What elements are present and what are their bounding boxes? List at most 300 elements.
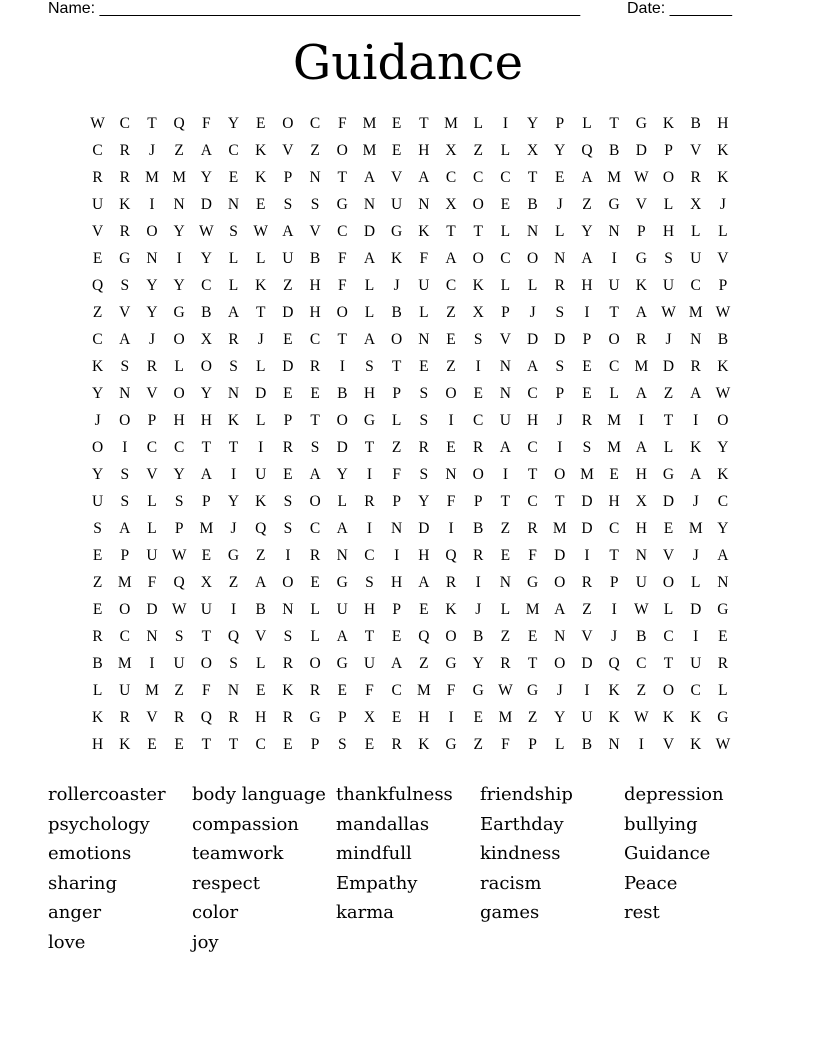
grid-letter: N [499,574,511,591]
grid-letter: C [309,520,321,537]
grid-letter: Y [146,277,158,294]
word-list-item: sharing [48,872,118,894]
grid-letter: Q [173,115,185,132]
grid-letter: H [363,601,376,618]
grid-letter: P [664,142,673,159]
grid-letter: G [391,223,403,240]
grid-letter: G [662,466,675,483]
grid-row [84,627,737,654]
grid-letter: H [608,493,620,510]
grid-row [84,438,737,465]
grid-row [84,735,737,762]
grid-letter: P [120,547,130,564]
grid-letter: E [555,169,565,186]
grid-letter: E [92,250,103,267]
grid-letter: K [608,709,620,726]
grid-letter: E [337,682,348,699]
grid-letter: W [634,169,649,186]
grid-letter: D [418,520,430,537]
grid-letter: S [93,520,102,537]
grid-letter: I [230,466,237,483]
grid-letter: R [527,520,538,537]
grid-letter: W [171,601,187,618]
grid-letter: F [202,115,211,132]
grid-letter: L [391,412,402,429]
grid-letter: E [609,466,619,483]
grid-letter: X [635,493,647,510]
word-list-item: rollercoaster [48,784,166,805]
grid-letter: U [608,277,620,294]
grid-letter: I [394,547,400,564]
grid-letter: O [554,655,566,672]
grid-letter: U [662,277,675,294]
grid-letter: O [282,115,294,132]
grid-letter: D [282,304,294,321]
grid-letter: V [690,142,702,159]
grid-letter: L [663,196,674,213]
word-list-item: mandallas [336,813,430,835]
grid-letter: C [364,547,375,564]
grid-letter: H [363,385,376,402]
grid-letter: G [445,736,457,753]
header [48,0,748,20]
grid-letter: I [258,439,264,456]
grid-letter: P [283,169,293,186]
grid-letter: H [255,709,267,726]
grid-letter: H [635,466,647,483]
grid-letter: Z [255,547,266,564]
grid-letter: I [611,250,617,267]
grid-letter: W [715,385,731,402]
grid-letter: O [336,412,348,429]
grid-letter: Z [310,142,320,159]
grid-letter: T [337,169,348,186]
grid-letter: Y [554,142,566,159]
grid-row [84,708,737,735]
grid-letter: T [147,115,157,132]
grid-letter: B [309,250,321,267]
grid-letter: H [662,223,675,240]
grid-letter: E [419,358,429,375]
grid-letter: Y [91,466,104,483]
grid-letter: O [119,412,131,429]
grid-letter: S [310,439,320,456]
grid-letter: H [391,574,403,591]
grid-letter: I [339,358,345,375]
word-list-item: depression [624,784,724,805]
grid-letter: P [582,331,592,348]
grid-letter: N [227,385,240,402]
grid-letter: O [554,466,566,483]
grid-letter: N [119,385,131,402]
grid-letter: R [364,493,375,510]
grid-letter: Y [717,520,729,537]
grid-letter: E [718,628,728,645]
grid-letter: M [172,169,187,186]
grid-letter: E [174,736,184,753]
grid-letter: J [556,412,563,429]
grid-letter: C [527,439,538,456]
grid-letter: D [662,358,675,375]
grid-letter: E [283,331,293,348]
grid-letter: O [662,682,675,699]
grid-letter: R [309,547,321,564]
grid-letter: A [635,304,647,321]
grid-letter: G [526,574,539,591]
grid-row [84,384,737,411]
grid-letter: L [582,115,592,132]
grid-letter: T [555,493,565,510]
grid-letter: T [500,493,511,510]
grid-letter: K [472,277,484,294]
grid-row [84,168,737,195]
grid-letter: Y [91,385,104,402]
grid-letter: X [472,304,484,321]
grid-letter: A [255,574,267,591]
grid-letter: K [662,115,675,132]
grid-letter: L [527,277,538,294]
grid-letter: G [635,250,647,267]
grid-letter: S [283,520,293,537]
grid-letter: R [581,574,593,591]
grid-letter: I [448,520,454,537]
grid-letter: N [336,547,348,564]
grid-letter: C [690,277,701,294]
grid-row [84,357,737,384]
grid-letter: U [418,277,430,294]
grid-letter: E [255,682,266,699]
grid-letter: R [146,358,158,375]
grid-letter: O [472,196,484,213]
grid-letter: F [365,682,374,699]
grid-letter: A [581,169,593,186]
word-list-item: bullying [624,813,698,835]
grid-letter: S [337,736,347,753]
grid-letter: M [416,682,431,699]
word-list [48,780,808,958]
grid-letter: E [228,169,239,186]
grid-letter: S [120,277,130,294]
grid-letter: A [526,358,539,375]
grid-letter: E [147,736,157,753]
grid-letter: Z [473,142,483,159]
grid-letter: S [365,358,374,375]
grid-letter: E [255,196,266,213]
grid-letter: H [309,304,321,321]
grid-letter: E [92,547,103,564]
grid-letter: T [201,736,212,753]
grid-letter: X [200,331,212,348]
word-list-item: compassion [192,813,299,835]
grid-letter: O [309,493,321,510]
name-field-line: Name: ______________________________________________________ [48,0,581,17]
grid-letter: X [526,142,539,159]
grid-letter: S [310,196,320,213]
word-list-item: mindfull [336,843,412,865]
grid-letter: R [282,655,294,672]
grid-letter: D [526,331,539,348]
grid-letter: C [391,682,402,699]
grid-letter: Q [445,547,457,564]
grid-letter: S [555,304,565,321]
grid-letter: G [445,655,457,672]
grid-letter: I [176,250,182,267]
grid-letter: R [228,331,239,348]
grid-letter: E [283,385,293,402]
grid-letter: J [393,277,400,294]
grid-letter: O [554,574,566,591]
grid-letter: D [146,601,158,618]
grid-letter: F [202,682,211,699]
grid-letter: X [363,709,376,726]
grid-letter: A [418,169,430,186]
grid-letter: O [119,601,131,618]
grid-letter: T [527,169,538,186]
grid-row [84,141,737,168]
grid-letter: L [500,277,511,294]
grid-letter: C [500,169,511,186]
grid-letter: L [500,142,511,159]
grid-letter: P [555,115,565,132]
grid-letter: O [608,331,620,348]
grid-letter: T [201,439,212,456]
grid-letter: Y [146,304,158,321]
grid-letter: D [255,385,267,402]
grid-letter: U [282,250,294,267]
grid-letter: Z [174,682,184,699]
grid-letter: Y [200,385,212,402]
grid-letter: T [663,412,674,429]
grid-letter: D [581,493,593,510]
grid-letter: E [419,601,429,618]
grid-letter: A [336,628,348,645]
grid-letter: O [309,655,321,672]
grid-letter: N [499,385,511,402]
grid-letter: Y [173,223,185,240]
grid-letter: S [120,466,130,483]
grid-letter: N [635,547,647,564]
grid-letter: A [499,439,511,456]
grid-letter: S [120,493,130,510]
grid-letter: D [690,601,702,618]
grid-letter: L [337,493,348,510]
grid-letter: O [472,466,484,483]
grid-letter: I [693,412,699,429]
grid-letter: N [445,466,457,483]
grid-letter: B [717,331,729,348]
grid-letter: K [717,358,729,375]
grid-letter: X [690,196,702,213]
grid-letter: R [228,709,239,726]
word-list-item: anger [48,902,102,924]
grid-letter: K [690,736,702,753]
grid-letter: O [91,439,104,456]
grid-letter: V [499,331,511,348]
grid-letter: K [690,439,702,456]
grid-letter: I [693,628,699,645]
grid-letter: O [173,385,185,402]
grid-letter: B [608,142,620,159]
grid-letter: Z [636,682,647,699]
grid-letter: F [337,250,347,267]
grid-letter: T [337,331,348,348]
grid-letter: S [473,331,483,348]
grid-letter: Z [527,709,538,726]
grid-letter: W [253,223,269,240]
grid-letter: K [255,277,267,294]
grid-letter: U [200,601,212,618]
grid-letter: H [173,412,185,429]
grid-letter: O [173,331,185,348]
grid-letter: M [607,412,622,429]
grid-letter: K [91,358,104,375]
grid-letter: U [173,655,185,672]
grid-letter: C [445,277,457,294]
grid-letter: M [498,709,513,726]
grid-letter: O [200,655,212,672]
page-title: Guidance [292,35,524,91]
grid-letter: L [228,250,239,267]
grid-letter: Z [92,304,103,321]
word-list-item: Empathy [336,872,418,894]
grid-letter: Q [227,628,240,645]
grid-letter: K [391,250,403,267]
grid-letter: R [282,709,294,726]
grid-letter: L [255,412,266,429]
grid-letter: C [527,493,538,510]
grid-letter: N [690,331,702,348]
grid-letter: M [688,520,703,537]
grid-letter: I [584,547,590,564]
grid-letter: E [391,628,402,645]
grid-row [84,411,737,438]
grid-letter: Z [283,277,293,294]
date-field-line: Date: _______ [627,0,732,17]
grid-letter: I [502,115,508,132]
grid-letter: R [690,169,701,186]
grid-row [84,222,737,249]
word-list-item: color [192,902,239,924]
grid-letter: H [635,520,647,537]
grid-letter: C [608,358,620,375]
grid-letter: C [309,331,321,348]
grid-letter: R [581,412,593,429]
word-list-item: psychology [48,813,150,835]
grid-letter: T [609,304,619,321]
grid-letter: N [146,250,158,267]
grid-letter: R [282,439,294,456]
grid-letter: Y [472,655,484,672]
grid-letter: A [635,439,647,456]
word-search-grid [84,114,737,762]
grid-letter: R [173,709,185,726]
grid-letter: C [690,682,701,699]
grid-letter: G [472,682,484,699]
grid-letter: G [336,655,348,672]
grid-letter: A [227,304,240,321]
grid-letter: C [473,412,484,429]
grid-letter: C [146,439,158,456]
grid-row [84,330,737,357]
grid-letter: L [690,223,701,240]
grid-letter: T [391,358,402,375]
grid-letter: O [336,304,348,321]
word-list-item: friendship [480,784,573,805]
grid-letter: I [584,682,590,699]
grid-letter: M [199,520,214,537]
grid-letter: E [310,385,320,402]
grid-letter: E [391,142,402,159]
grid-letter: R [473,547,484,564]
grid-letter: S [229,358,238,375]
grid-letter: D [581,520,593,537]
grid-row [84,681,737,708]
grid-row [84,492,737,519]
grid-letter: C [309,115,321,132]
grid-row [84,600,737,627]
grid-letter: G [336,196,348,213]
grid-letter: Z [92,574,103,591]
grid-letter: E [364,736,375,753]
grid-letter: N [608,736,620,753]
grid-letter: C [119,115,130,132]
grid-letter: J [719,196,726,213]
word-list-item: emotions [48,843,132,865]
grid-letter: O [717,412,729,429]
grid-letter: L [718,682,728,699]
grid-letter: C [201,277,212,294]
grid-letter: Z [500,628,511,645]
grid-letter: B [636,628,647,645]
grid-letter: L [255,358,266,375]
grid-letter: P [555,385,565,402]
grid-letter: N [227,196,240,213]
grid-letter: R [119,142,130,159]
grid-letter: L [310,628,320,645]
grid-letter: P [147,412,157,429]
grid-letter: K [255,142,267,159]
grid-letter: S [283,196,293,213]
grid-letter: I [611,601,617,618]
grid-letter: E [500,196,511,213]
grid-letter: I [149,655,155,672]
grid-letter: N [309,169,321,186]
grid-letter: S [283,493,293,510]
grid-letter: R [418,439,430,456]
grid-letter: O [391,331,403,348]
grid-letter: Y [581,223,593,240]
grid-letter: C [663,628,674,645]
grid-letter: L [718,223,728,240]
grid-letter: O [146,223,158,240]
grid-letter: P [609,574,619,591]
grid-letter: E [391,709,402,726]
grid-letter: W [715,736,731,753]
grid-letter: Q [200,709,212,726]
grid-letter: G [173,304,185,321]
grid-letter: J [475,601,482,618]
grid-letter: A [418,574,430,591]
grid-letter: B [391,304,402,321]
grid-letter: P [174,520,184,537]
grid-letter: I [638,736,644,753]
grid-letter: Y [717,439,729,456]
word-list-item: racism [480,872,542,894]
grid-letter: T [310,412,320,429]
grid-letter: I [638,412,644,429]
grid-letter: F [419,250,429,267]
grid-letter: J [692,493,699,510]
